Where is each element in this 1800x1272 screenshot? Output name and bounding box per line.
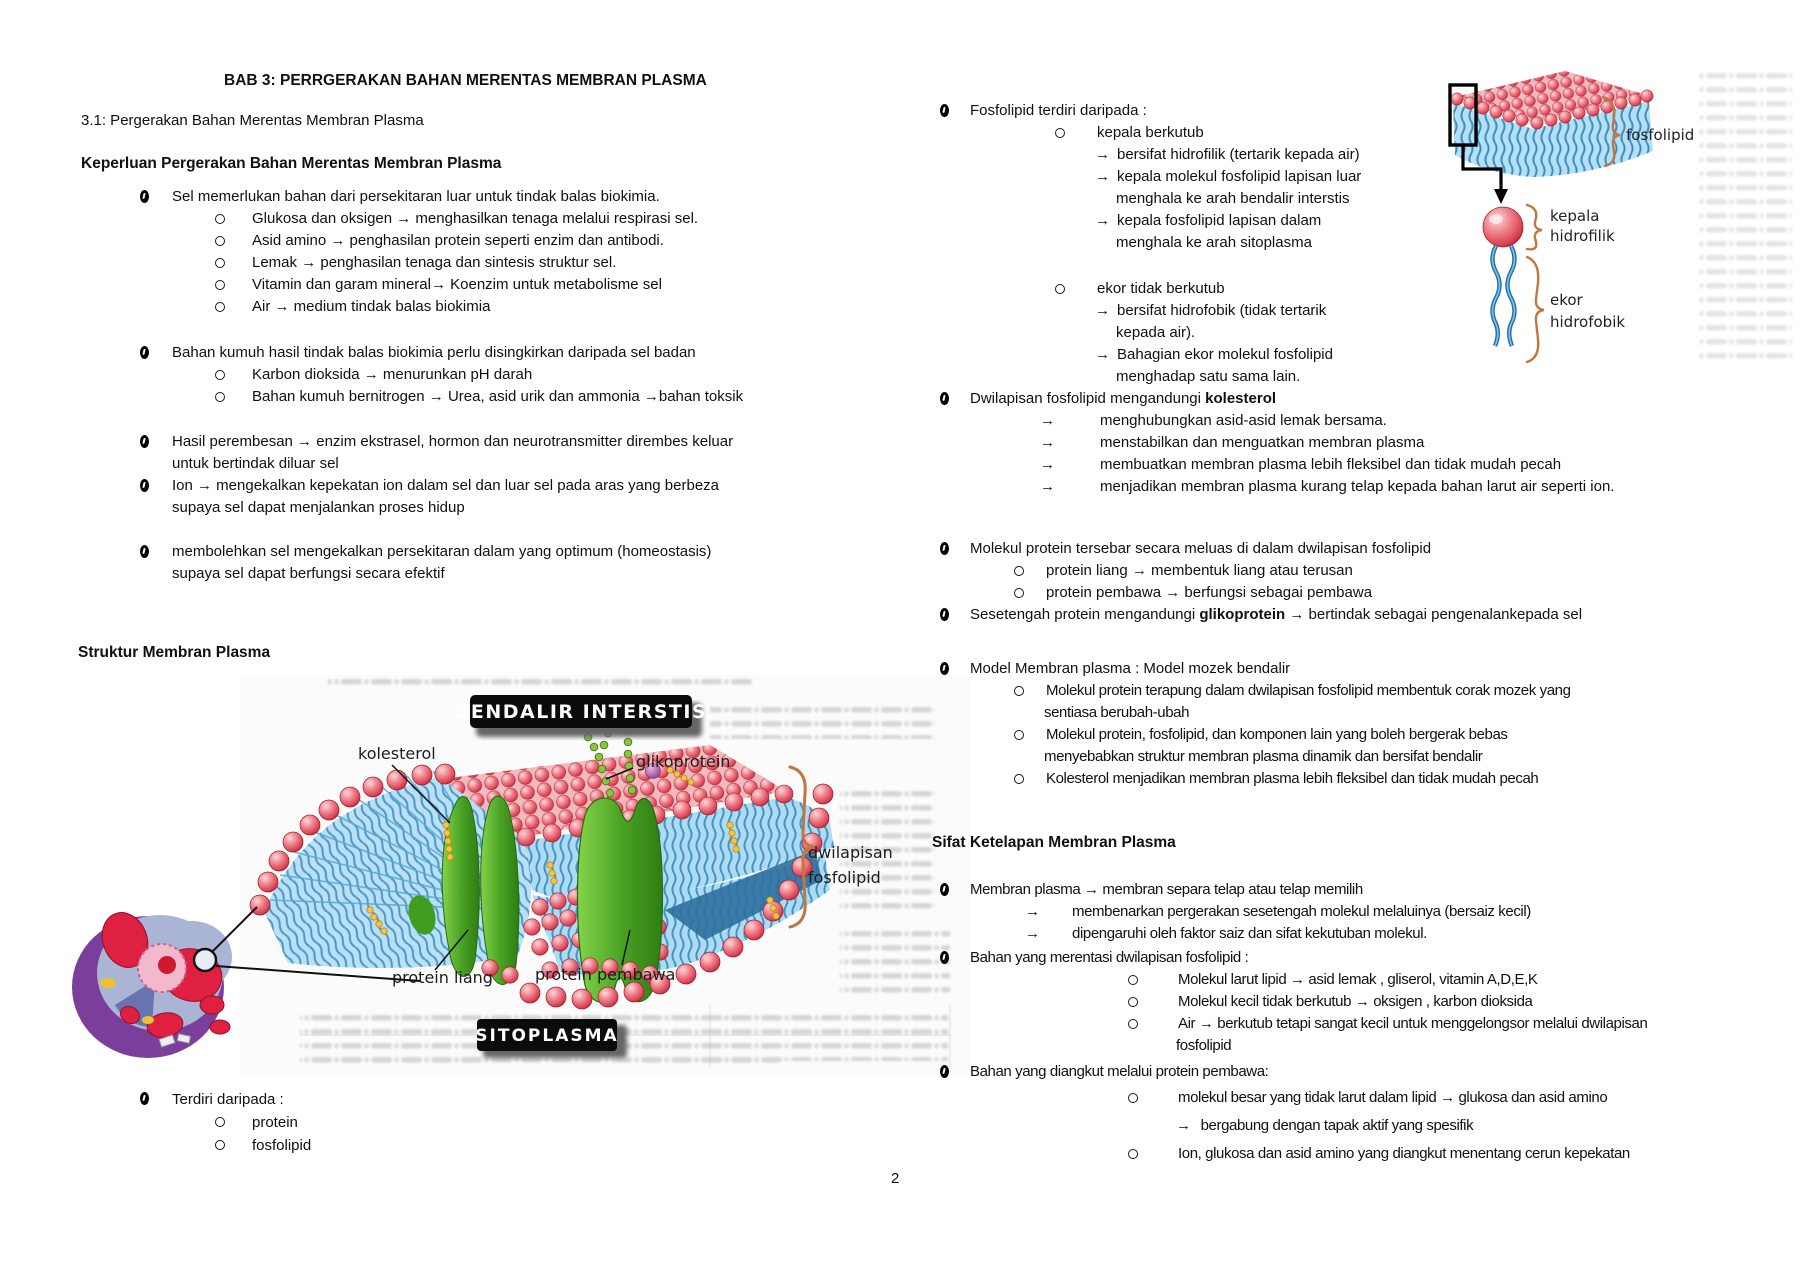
list-item	[137, 296, 852, 318]
arrow-item: → dipengaruhi oleh faktor saiz dan sifat kekutuban molekul.	[940, 923, 1790, 945]
list-text: Ion → mengekalkan kepekatan ion dalam sel dan luar sel pada aras yang berbeza	[172, 477, 720, 494]
page-title: BAB 3: PERRGERAKAN BAHAN MERENTAS MEMBRAN PLASMA	[224, 72, 707, 89]
circle-bullet-icon	[1128, 1149, 1138, 1159]
list-text: Terdiri daripada :	[172, 1091, 284, 1108]
heading-sifat: Sifat Ketelapan Membran Plasma	[932, 834, 1176, 851]
list-item: Ion, glukosa dan asid amino yang diangkut menentang cerun kepekatan	[940, 1143, 1790, 1165]
circle-bullet-icon	[1014, 588, 1024, 598]
arrow-item: → membenarkan pergerakan sesetengah molekul melaluinya (bersaiz kecil)	[940, 901, 1790, 923]
list-text: Bahan kumuh bernitrogen → Urea, asid urik dan ammonia →bahan toksik	[252, 388, 744, 405]
arrow-item: → kepala fosfolipid lapisan dalam	[940, 210, 1790, 232]
list-item	[137, 274, 852, 296]
list-continuation: menghadap satu sama lain.	[1116, 368, 1301, 385]
list-text: Molekul protein tersebar secara meluas di dalam dwilapisan fosfolipid	[970, 540, 1432, 557]
list-item	[137, 431, 852, 453]
bullet-icon	[140, 479, 149, 492]
heading-keperluan: Keperluan Pergerakan Bahan Merentas Membran Plasma	[81, 155, 502, 172]
list-item: protein pembawa → berfungsi sebagai pembawa	[940, 582, 1790, 604]
list-continuation: supaya sel dapat berfungsi secara efektif	[172, 565, 445, 582]
bullet-icon	[140, 346, 149, 359]
list-continuation: menyebabkan struktur membran plasma dinamik dan bersifat bendalir	[1044, 748, 1483, 765]
list-item: Kolesterol menjadikan membran plasma lebih fleksibel dan tidak mudah pecah	[940, 768, 1790, 790]
arrow-icon: →	[1095, 346, 1110, 363]
list-text: Fosfolipid terdiri daripada :	[970, 102, 1147, 119]
arrow-item: → kepala molekul fosfolipid lapisan luar	[940, 166, 1790, 188]
list-continuation: untuk bertindak diluar sel	[172, 455, 339, 472]
list-text: Model Membran plasma : Model mozek bendalir	[970, 660, 1291, 677]
bullet-icon	[940, 1065, 949, 1078]
list-item	[940, 1061, 1790, 1083]
arrow-icon: →	[1025, 925, 1040, 942]
list-text: membolehkan sel mengekalkan persekitaran dalam yang optimum (homeostasis)	[172, 543, 712, 560]
list-text: Air → medium tindak balas biokimia	[252, 298, 491, 315]
bullet-icon	[940, 883, 949, 896]
circle-bullet-icon	[1014, 686, 1024, 696]
bullet-icon	[940, 542, 949, 555]
circle-bullet-icon	[1014, 774, 1024, 784]
list-item	[940, 658, 1790, 680]
arrow-item: → menjadikan membran plasma kurang telap kepada bahan larut air seperti ion.	[940, 476, 1790, 498]
arrow-item: → bersifat hidrofobik (tidak tertarik	[940, 300, 1790, 322]
list-continuation: kepada air).	[1116, 324, 1196, 341]
list-item	[137, 1111, 637, 1134]
page-number: 2	[891, 1170, 900, 1187]
circle-bullet-icon	[1014, 730, 1024, 740]
circle-bullet-icon	[215, 302, 225, 312]
section-3-1: 3.1: Pergerakan Bahan Merentas Membran Plasma	[81, 112, 424, 129]
circle-bullet-icon	[215, 392, 225, 402]
list-text: Karbon dioksida → menurunkan pH darah	[252, 366, 533, 383]
circle-bullet-icon	[215, 370, 225, 380]
list-text: ekor tidak berkutub	[1097, 280, 1225, 297]
list-item	[137, 386, 852, 408]
list-item	[137, 1134, 637, 1157]
bullet-icon	[940, 392, 949, 405]
bullet-icon	[940, 662, 949, 675]
bullet-icon	[940, 608, 949, 621]
list-text: Bahan kumuh hasil tindak balas biokimia perlu disingkirkan daripada sel badan	[172, 344, 696, 361]
list-text: Dwilapisan fosfolipid mengandungi kolesterol	[970, 390, 1277, 407]
protein-pembawa-label: protein pembawa	[535, 965, 676, 984]
list-text: Asid amino → penghasilan protein seperti enzim dan antibodi.	[252, 232, 664, 249]
list-text: Bahan yang diangkut melalui protein pembawa:	[970, 1063, 1269, 1080]
circle-bullet-icon	[215, 1140, 225, 1150]
list-text: Glukosa dan oksigen → menghasilkan tenaga melalui respirasi sel.	[252, 210, 699, 227]
list-item	[137, 230, 852, 252]
list-item	[940, 879, 1790, 901]
list-text: Bahan yang merentasi dwilapisan fosfolipid :	[970, 949, 1249, 966]
circle-bullet-icon	[1128, 1093, 1138, 1103]
list-item	[940, 538, 1790, 560]
list-item	[137, 475, 852, 497]
arrow-icon: →	[1095, 212, 1110, 229]
arrow-icon: →	[1095, 146, 1110, 163]
list-item	[137, 364, 852, 386]
list-text: Hasil perembesan → enzim ekstrasel, hormon dan neurotransmitter dirembes keluar	[172, 433, 734, 450]
arrow-icon: →	[1025, 903, 1040, 920]
protein-liang-label: protein liang	[392, 968, 493, 987]
ekor-label-1: ekor	[1550, 291, 1583, 309]
arrow-item: → bergabung dengan tapak aktif yang spesifik	[940, 1115, 1790, 1137]
bullet-icon	[940, 104, 949, 117]
arrow-icon: →	[1095, 168, 1110, 185]
list-item	[137, 1088, 637, 1111]
list-item	[940, 947, 1790, 969]
bullet-icon	[140, 1092, 149, 1105]
arrow-item: → membuatkan membran plasma lebih fleksibel dan tidak mudah pecah	[940, 454, 1790, 476]
list-text: Sesetengah protein mengandungi glikoprotein → bertindak sebagai pengenalankepada sel	[970, 606, 1583, 623]
arrow-icon: →	[1040, 456, 1055, 473]
circle-bullet-icon	[215, 214, 225, 224]
list-text: Membran plasma → membran separa telap atau telap memilih	[970, 881, 1363, 898]
circle-bullet-icon	[1128, 1019, 1138, 1029]
list-item	[940, 604, 1790, 626]
circle-bullet-icon	[1128, 997, 1138, 1007]
list-continuation: supaya sel dapat menjalankan proses hidup	[172, 499, 465, 516]
bullet-icon	[940, 951, 949, 964]
list-text: Sel memerlukan bahan dari persekitaran luar untuk tindak balas biokimia.	[172, 188, 660, 205]
arrow-icon: →	[1095, 302, 1110, 319]
list-item: Molekul protein, fosfolipid, dan komponen lain yang boleh bergerak bebas	[940, 724, 1790, 746]
list-text: Vitamin dan garam mineral→ Koenzim untuk metabolisme sel	[252, 276, 662, 293]
ekor-label-2: hidrofobik	[1550, 313, 1626, 331]
circle-bullet-icon	[1014, 566, 1024, 576]
list-continuation: sentiasa berubah-ubah	[1044, 704, 1190, 721]
terdiri-block	[137, 1088, 637, 1157]
arrow-item: → menghubungkan asid-asid lemak bersama.	[940, 410, 1790, 432]
arrow-icon: →	[1040, 434, 1055, 451]
single-fosfolipid	[1483, 207, 1523, 346]
list-text: Lemak → penghasilan tenaga dan sintesis struktur sel.	[252, 254, 617, 271]
membrane-diagram	[70, 675, 970, 1075]
list-item	[137, 208, 852, 230]
list-item: Molekul protein terapung dalam dwilapisan fosfolipid membentuk corak mozek yang	[940, 680, 1790, 702]
scan-ghost-texture	[1697, 70, 1792, 360]
arrow-icon: →	[1040, 412, 1055, 429]
circle-bullet-icon	[1055, 128, 1065, 138]
left-column	[137, 186, 852, 585]
circle-bullet-icon	[215, 258, 225, 268]
arrow-item: → menstabilkan dan menguatkan membran plasma	[940, 432, 1790, 454]
bullet-icon	[140, 190, 149, 203]
circle-bullet-icon	[1128, 975, 1138, 985]
list-item: Air → berkutub tetapi sangat kecil untuk menggelongsor melalui dwilapisan	[940, 1013, 1790, 1035]
kolesterol-label: kolesterol	[358, 744, 436, 763]
list-continuation: menghala ke arah bendalir interstis	[1116, 190, 1350, 207]
bullet-icon	[140, 435, 149, 448]
list-item: molekul besar yang tidak larut dalam lipid → glukosa dan asid amino	[940, 1087, 1790, 1109]
list-item	[137, 541, 852, 563]
list-continuation: fosfolipid	[1176, 1037, 1232, 1054]
list-text: protein	[252, 1114, 298, 1131]
arrow-icon: →	[1176, 1117, 1191, 1134]
list-item	[940, 388, 1790, 410]
arrow-item: → Bahagian ekor molekul fosfolipid	[940, 344, 1790, 366]
kepala-label-2: hidrofilik	[1550, 227, 1615, 245]
dwilapisan-label-2: fosfolipid	[808, 868, 881, 887]
heading-struktur: Struktur Membran Plasma	[78, 644, 271, 661]
fosfolipid-label: fosfolipid	[1626, 126, 1695, 144]
glikoprotein-label: glikoprotein	[636, 752, 731, 771]
circle-bullet-icon	[215, 280, 225, 290]
bullet-icon	[140, 545, 149, 558]
sitoplasma-badge	[475, 1019, 627, 1058]
circle-bullet-icon	[215, 1117, 225, 1127]
kepala-label-1: kepala	[1550, 207, 1600, 225]
list-item: Molekul larut lipid → asid lemak , gliserol, vitamin A,D,E,K	[940, 969, 1790, 991]
list-continuation: menghala ke arah sitoplasma	[1116, 234, 1312, 251]
list-item: protein liang → membentuk liang atau terusan	[940, 560, 1790, 582]
svg-text:SITOPLASMA: SITOPLASMA	[475, 1026, 619, 1046]
list-text: kepala berkutub	[1097, 124, 1204, 141]
list-item: Molekul kecil tidak berkutub → oksigen , karbon dioksida	[940, 991, 1790, 1013]
fosfolipid-diagram	[1435, 55, 1800, 375]
zoom-arrowhead-icon	[1494, 189, 1508, 204]
bendalir-interstis-badge	[455, 695, 707, 737]
arrow-item: → bersifat hidrofilik (tertarik kepada air)	[940, 144, 1790, 166]
list-item	[137, 252, 852, 274]
list-text: fosfolipid	[252, 1137, 312, 1154]
circle-bullet-icon	[215, 236, 225, 246]
list-item	[137, 342, 852, 364]
svg-text:BENDALIR INTERSTIS: BENDALIR INTERSTIS	[454, 701, 708, 723]
arrow-icon: →	[1040, 478, 1055, 495]
circle-bullet-icon	[1055, 284, 1065, 294]
list-item	[137, 186, 852, 208]
dwilapisan-label-1: dwilapisan	[808, 843, 893, 862]
